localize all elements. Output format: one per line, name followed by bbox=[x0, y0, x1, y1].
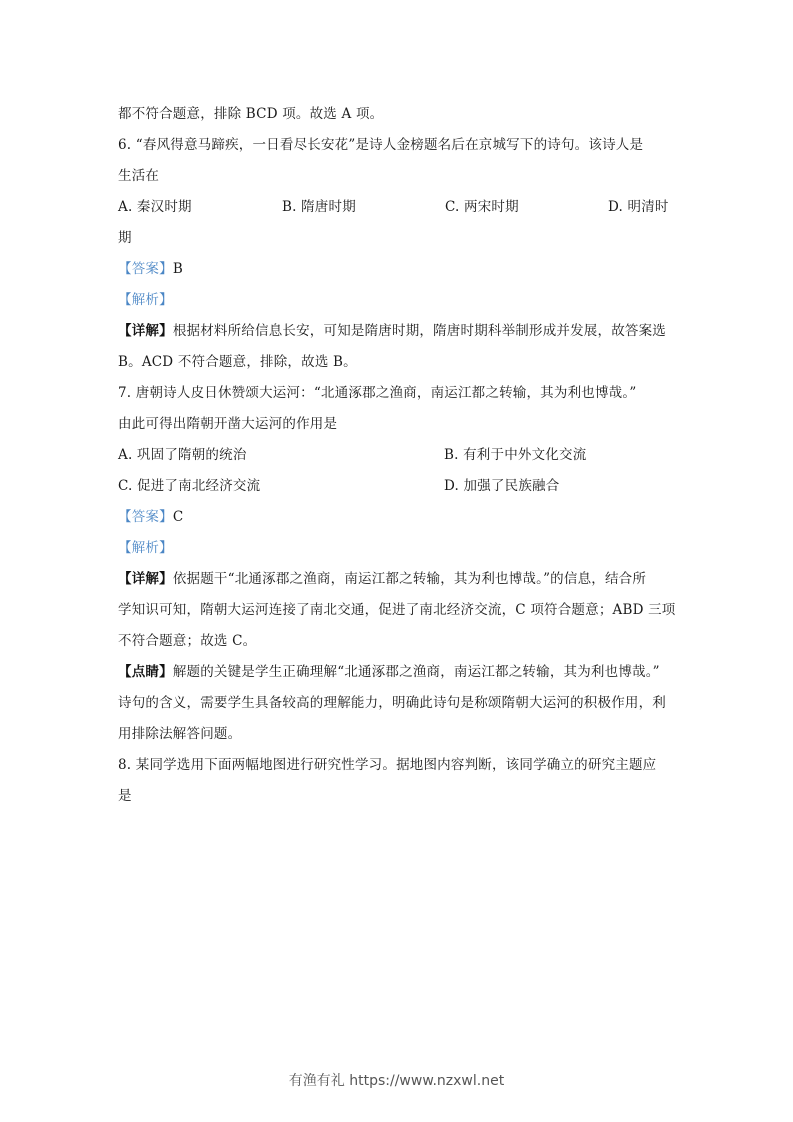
analysis-tag: 【解析】 bbox=[118, 292, 173, 308]
q7-answer bbox=[118, 506, 678, 537]
q8-stem-line2: 是 bbox=[118, 788, 132, 804]
q7-detail-line3: 不符合题意；故选 C。 bbox=[118, 633, 257, 649]
q6-option-d-wrap: 期 bbox=[118, 230, 132, 246]
answer-tag: 【答案】 bbox=[118, 261, 173, 277]
answer-value: B bbox=[172, 261, 183, 277]
document-page bbox=[118, 103, 678, 816]
analysis-tag: 【解析】 bbox=[118, 540, 173, 556]
comment-tag: 【点睛】 bbox=[118, 664, 173, 680]
detail-tag: 【详解】 bbox=[118, 571, 173, 587]
comment-text: 解题的关键是学生正确理解“北通涿郡之渔商，南运江都之转输，其为利也博哉。” bbox=[172, 664, 660, 680]
q6-option-c: C. 两宋时期 bbox=[445, 199, 519, 215]
q7-analysis bbox=[118, 537, 678, 568]
q7-option-b: B. 有利于中外文化交流 bbox=[444, 447, 587, 463]
q7-option-a: A. 巩固了隋朝的统治 bbox=[118, 447, 247, 463]
q6-stem-line2: 生活在 bbox=[118, 168, 160, 184]
q6-stem-line1: 6. “春风得意马蹄疾，一日看尽长安花”是诗人金榜题名后在京城写下的诗句。该诗人是 bbox=[118, 137, 644, 153]
q6-option-b: B. 隋唐时期 bbox=[282, 199, 356, 215]
q7-options-row1 bbox=[118, 444, 678, 475]
q7-detail-line2: 学知识可知，隋朝大运河连接了南北交通，促进了南北经济交流，C 项符合题意；ABD 三项 bbox=[118, 602, 676, 618]
q7-stem-line1: 7. 唐朝诗人皮日休赞颂大运河：“北通涿郡之渔商，南运江都之转输，其为利也博哉。” bbox=[118, 385, 637, 401]
q7-detail-line1 bbox=[118, 568, 678, 599]
q6-option-a: A. 秦汉时期 bbox=[118, 199, 192, 215]
q6-analysis bbox=[118, 289, 678, 320]
q7-comment-line1 bbox=[118, 661, 678, 692]
q6-detail-line2: B。ACD 不符合题意，排除，故选 B。 bbox=[118, 354, 357, 370]
q7-options-row2 bbox=[118, 475, 678, 506]
q6-option-d: D. 明清时 bbox=[608, 199, 669, 215]
q7-comment-line2: 诗句的含义，需要学生具备较高的理解能力，明确此诗句是称颂隋朝大运河的积极作用，利 bbox=[118, 695, 666, 711]
page-footer-watermark: 有渔有礼 https://www.nzxwl.net bbox=[288, 1073, 505, 1089]
q7-stem-line2: 由此可得出隋朝开凿大运河的作用是 bbox=[118, 416, 338, 432]
detail-tag: 【详解】 bbox=[118, 323, 173, 339]
q7-option-d: D. 加强了民族融合 bbox=[444, 478, 560, 494]
detail-text: 根据材料所给信息长安，可知是隋唐时期，隋唐时期科举制形成并发展，故答案选 bbox=[172, 323, 667, 339]
q6-detail-line1 bbox=[118, 320, 678, 351]
q7-option-c: C. 促进了南北经济交流 bbox=[118, 478, 261, 494]
answer-tag: 【答案】 bbox=[118, 509, 173, 525]
detail-text: 依据题干“北通涿郡之渔商，南运江都之转输，其为利也博哉。”的信息，结合所 bbox=[172, 571, 647, 587]
prev-answer-tail: 都不符合题意，排除 BCD 项。故选 A 项。 bbox=[118, 106, 384, 122]
q6-options bbox=[118, 196, 678, 227]
answer-value: C bbox=[172, 509, 184, 525]
q8-stem-line1: 8. 某同学选用下面两幅地图进行研究性学习。据地图内容判断，该同学确立的研究主题应 bbox=[118, 757, 657, 773]
q7-comment-line3: 用排除法解答问题。 bbox=[118, 726, 242, 742]
q6-answer bbox=[118, 258, 678, 289]
